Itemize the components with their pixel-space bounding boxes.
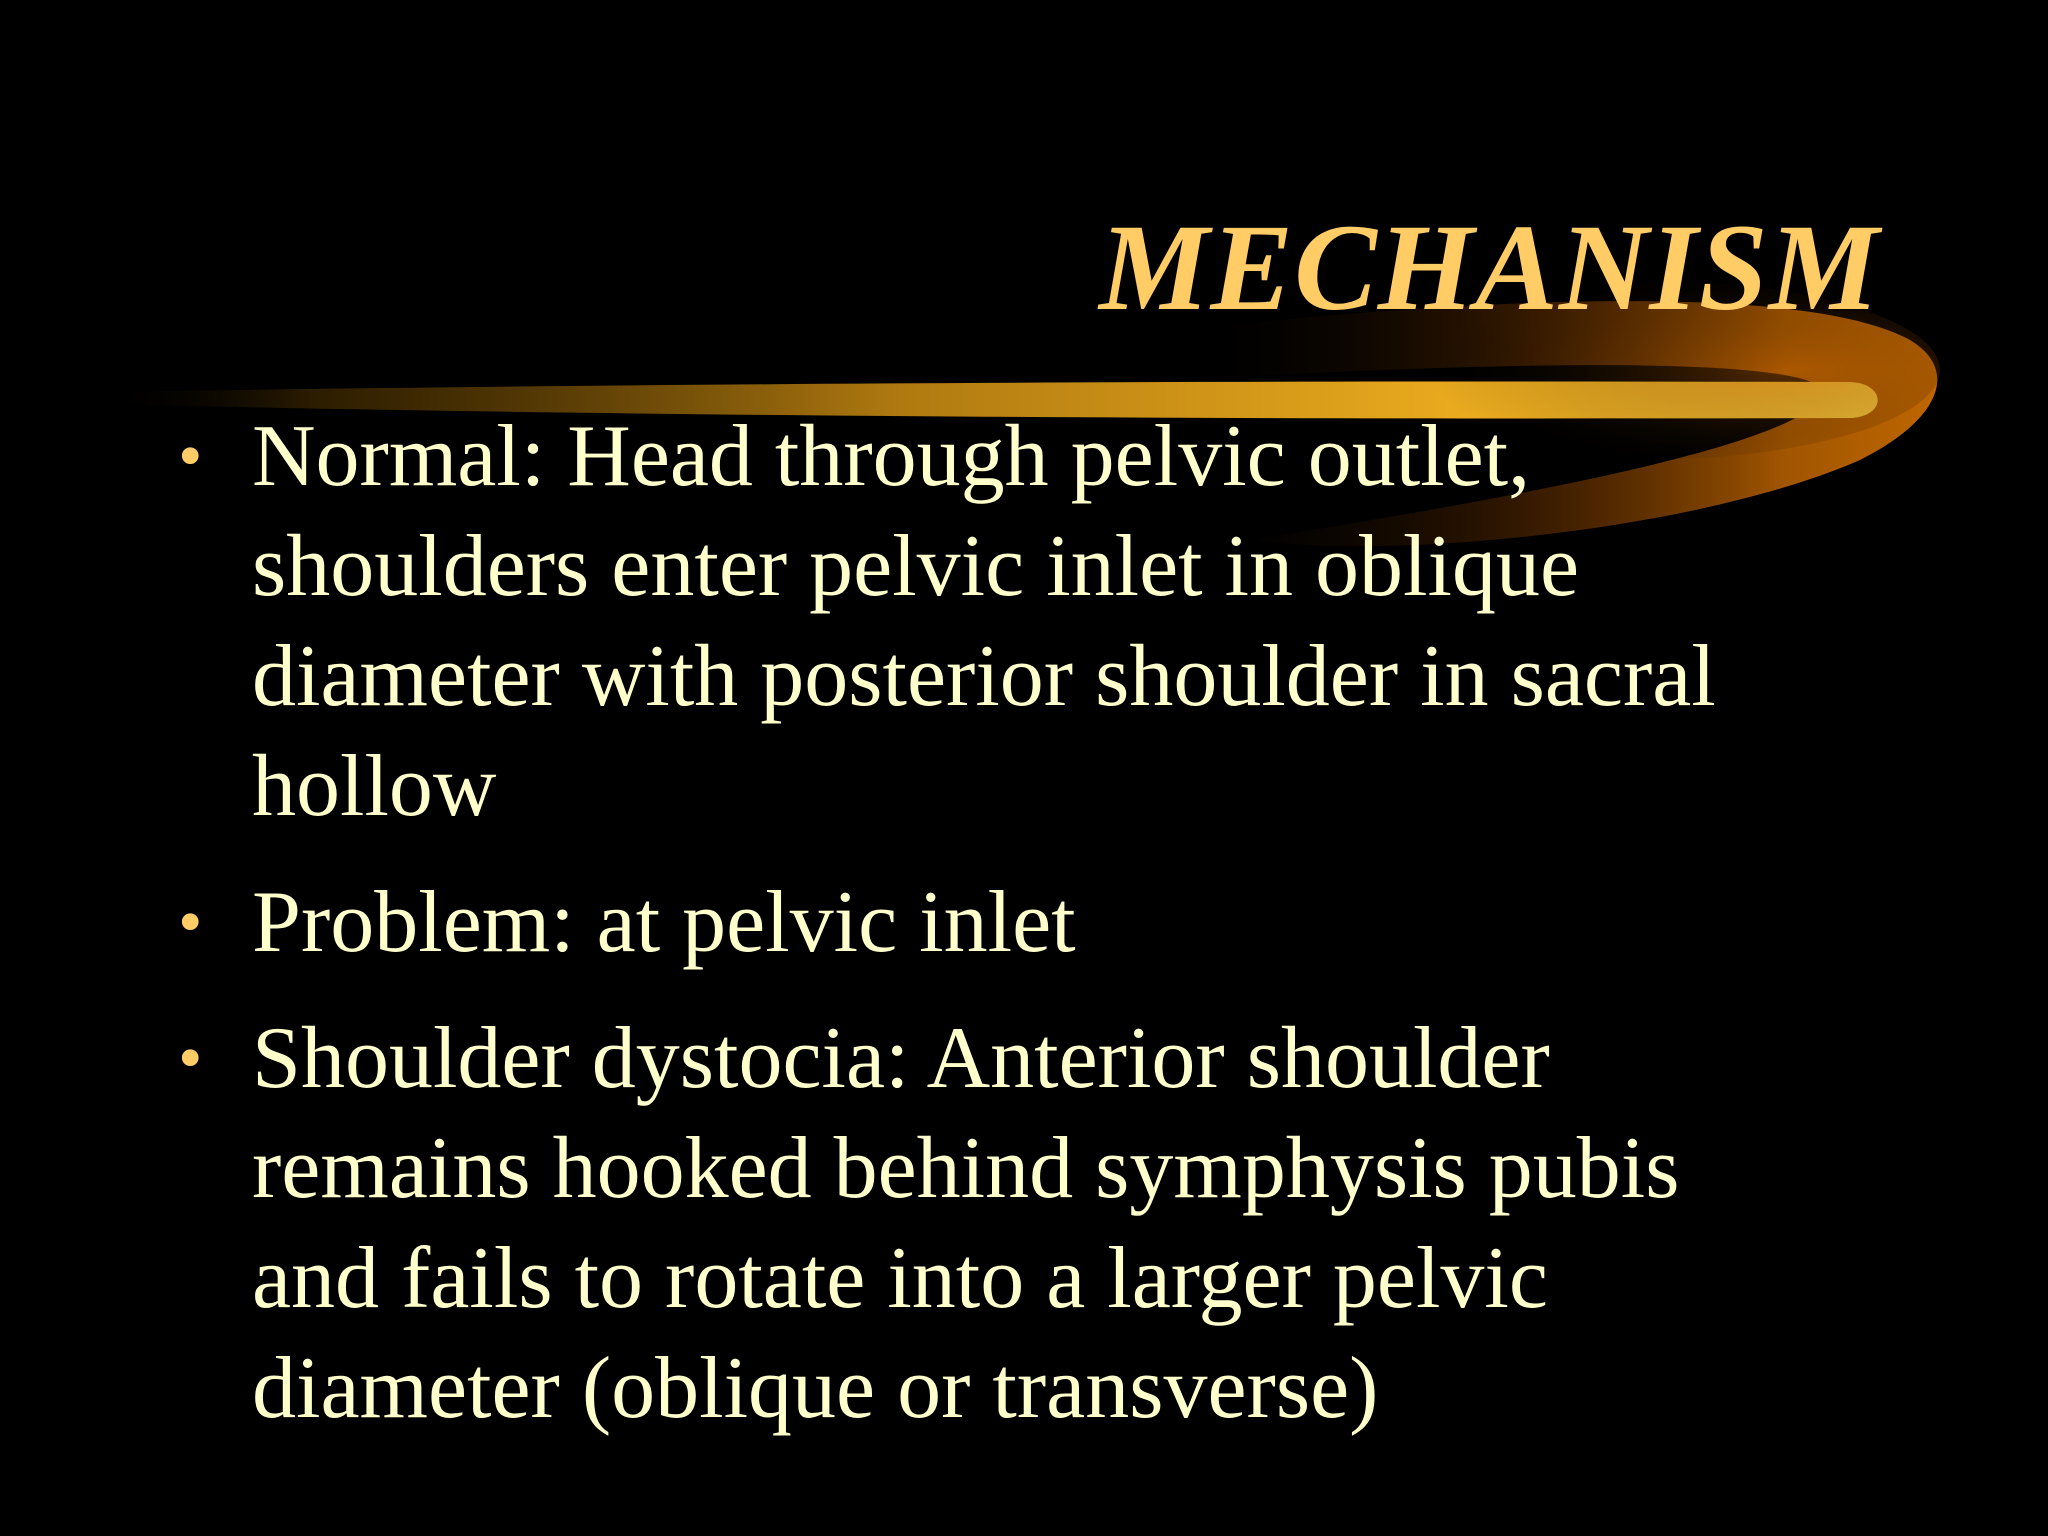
bullet-icon: •: [178, 418, 203, 495]
bullet-item-normal: [0, 402, 1812, 842]
bullet-item-shoulder-dystocia: [0, 1004, 1812, 1444]
bullet-icon: •: [178, 1020, 203, 1097]
bullet-text: Shoulder dystocia: Anterior shoulder remains hooked behind symphysis pubis and fails to rotate into a larger pelvic diameter (oblique or transverse): [252, 1010, 1680, 1437]
bullet-text: Problem: at pelvic inlet: [252, 874, 1076, 971]
bullet-icon: •: [178, 884, 203, 961]
bullet-text: Normal: Head through pelvic outlet, shoulders enter pelvic inlet in oblique diameter with posterior shoulder in sacral hollow: [252, 408, 1716, 835]
bullet-list: [0, 402, 2048, 1470]
slide-title: MECHANISM: [1099, 199, 1880, 336]
bullet-item-problem: [0, 868, 1812, 978]
